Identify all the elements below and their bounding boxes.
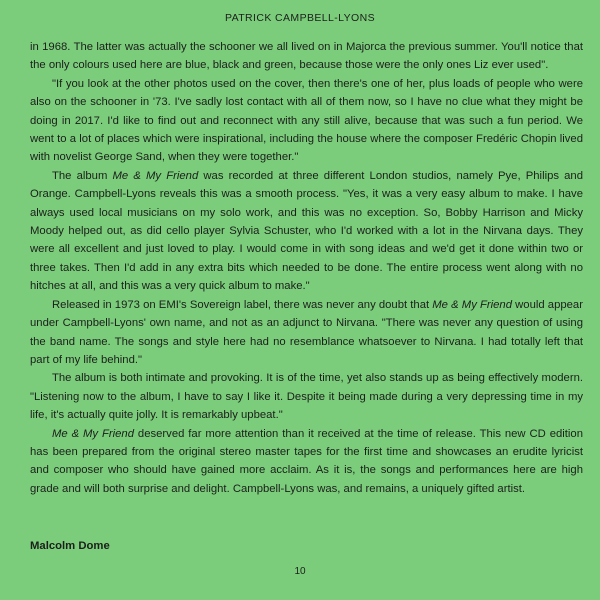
paragraph-3-text-a: The album — [52, 169, 113, 182]
paragraph-1: in 1968. The latter was actually the schooner we all lived on in Majorca the previous summer. You'll notice that the only colours used here are blue, black and green, because those were the only ones Liz ever used". — [30, 41, 583, 72]
paragraph-2: "If you look at the other photos used on the cover, then there's one of her, plus loads of people who were also on the schooner in '73. I've sadly lost contact with all of them now, so I have no clue what they might be doing in 2017. I'd like to find out and reconnect with any still alive, because that was such a fun period. We went to a lot of places which were inspirational, including the house where the composer Fredéric Chopin lived with novelist George Sand, when they were together." — [30, 77, 583, 164]
album-title: Me & My Friend — [432, 298, 512, 311]
paragraph-4-text-a: Released in 1973 on EMI's Sovereign label, there was never any doubt that — [52, 298, 433, 311]
page-number: 10 — [294, 566, 306, 577]
author-signature: Malcolm Dome — [30, 540, 110, 552]
paragraph-3 — [30, 167, 583, 296]
paragraph-5: The album is both intimate and provoking. It is of the time, yet also stands up as being effectively modern. "Listening now to the album, I have to say I like it. Despite it being made during a very depressing time in my life, it's actually quite jolly. It is remarkably upbeat." — [30, 372, 583, 422]
page-header: PATRICK CAMPBELL-LYONS — [224, 12, 375, 24]
paragraph-3-text-b: was recorded at three different London studios, namely Pye, Philips and Orange. Campbell-Lyons reveals this was a smooth process. "Yes, it was a very easy album to make. I have always used local musicians on my solo work, and this was no exception. So, Bobby Harrison and Micky Moody helped out, as did cello player Sylvia Schuster, who I'd worked with a lot in the Nirvana days. They were all excellent and just loved to play. I would come in with song ideas and we'd get it done within two or three takes. Then I'd add in any extra bits which needed to be done. The entire process went along with no hitches at all, and this was a very quick album to make." — [30, 169, 584, 293]
album-title: Me & My Friend — [112, 169, 199, 182]
paragraph-4 — [30, 296, 583, 370]
album-title: Me & My Friend — [52, 427, 135, 440]
article-body — [30, 38, 583, 498]
paragraph-4-text-b: would appear under Campbell-Lyons' own name, and not as an adjunct to Nirvana. "There was never any question of using the band name. The songs and style here had no resemblance whatsoever to Nirvana. I had totally left that part of my life behind." — [30, 298, 583, 366]
paragraph-6 — [30, 425, 583, 499]
paragraph-6-text-b: deserved far more attention than it received at the time of release. This new CD edition has been prepared from the original stereo master tapes for the first time and showcases an erudite lyricist and composer who should have gained more acclaim. As it is, the songs and performances here are high grade and will both surprise and delight. Campbell-Lyons was, and remains, a uniquely gifted artist. — [30, 427, 583, 495]
